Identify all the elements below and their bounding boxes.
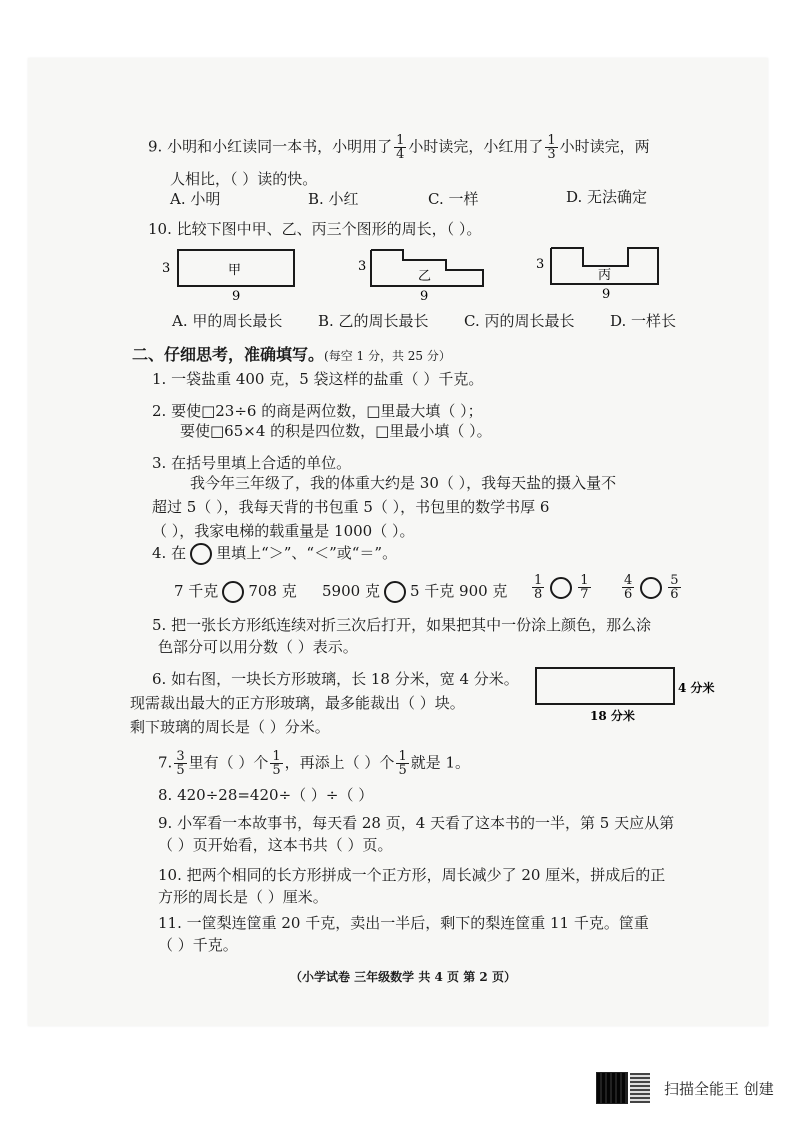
blank-circle: [222, 581, 244, 603]
s2q6-line2: 现需裁出最大的正方形玻璃，最多能裁出（ ）块。: [130, 694, 465, 712]
s2q9-line1: 9. 小军看一本故事书，每天看 28 页，4 天看了这本书的一半，第 5 天应从第: [158, 814, 675, 832]
q10-option-b: B. 乙的周长最长: [318, 312, 429, 330]
s2q7: 7. $\frac{3}{5}$ 里有（ ）个 $\frac{1}{5}$ ，再添上（ ）个 $\frac{1}{5}$ 就是 1。: [158, 749, 471, 778]
s2q5-line1: 5. 把一张长方形纸连续对折三次后打开，如果把其中一份涂上颜色，那么涂: [152, 616, 652, 634]
fig-yi-height: 3: [358, 259, 367, 274]
q9-text-c: 小时读完，两: [559, 137, 650, 156]
glass-width-label: 4 分米: [678, 681, 715, 695]
fig-jia-width: 9: [232, 289, 241, 304]
fig-bing-height: 3: [536, 257, 545, 272]
blank-circle: [384, 581, 406, 603]
q10-option-a: A. 甲的周长最长: [172, 312, 283, 330]
s2q9-line2: （ ）页开始看，这本书共（ ）页。: [158, 836, 393, 854]
fraction: $\frac{1}{5}$: [272, 749, 281, 778]
s2q4-compare1: 7 千克 708 克: [174, 580, 297, 603]
page-footer: （小学试卷 三年级数学 共 4 页 第 2 页）: [290, 970, 516, 984]
glass-length-label: 18 分米: [590, 709, 635, 723]
fig-bing-width: 9: [602, 287, 611, 302]
fig-bing-name: 丙: [598, 268, 612, 283]
q10-figures: [158, 246, 718, 304]
fraction: $\frac{3}{5}$: [176, 749, 185, 778]
fig-jia-name: 甲: [228, 263, 242, 278]
s2q4-compare3: [530, 574, 593, 601]
s2q2-line1: 2. 要使□23÷6 的商是两位数，□里最大填（ ）；: [152, 402, 483, 420]
fraction: $\frac{4}{6}$: [624, 573, 633, 602]
q9-line1: [148, 134, 650, 161]
s2q1: 1. 一袋盐重 400 克，5 袋这样的盐重（ ）千克。: [152, 370, 484, 388]
blank-circle: [190, 543, 212, 565]
s2q2-line2: 要使□65×4 的积是四位数，□里最小填（ ）。: [180, 422, 492, 440]
section2-title: 二、仔细思考，准确填写。: [132, 345, 325, 364]
s2q6-line3: 剩下玻璃的周长是（ ）分米。: [130, 718, 330, 736]
q9-text-a: 9. 小明和小红读同一本书，小明用了: [148, 137, 393, 156]
glass-rect: [536, 668, 674, 704]
q10-option-c: C. 丙的周长最长: [464, 312, 575, 330]
section2-note: (每空 1 分，共 25 分）: [324, 349, 451, 363]
s2q4-compare4: [620, 574, 683, 601]
s2q3-line2: 我今年三年级了，我的体重大约是 30（ ），我每天盐的摄入量不: [190, 474, 617, 492]
s2q6-figure: [534, 666, 734, 726]
blank-circle: [640, 577, 662, 599]
s2q5-line2: 色部分可以用分数（ ）表示。: [158, 638, 358, 656]
fraction: $\frac{5}{6}$: [670, 573, 679, 602]
s2q3-line3: 超过 5（ ），我每天背的书包重 5（ ），书包里的数学书厚 6: [152, 498, 550, 516]
s2q6-line1: 6. 如右图，一块长方形玻璃，长 18 分米，宽 4 分米。: [152, 670, 519, 688]
fraction: $\frac{1}{5}$: [398, 749, 407, 778]
q9-option-a: A. 小明: [170, 190, 221, 208]
s2q8: 8. 420÷28=420÷（ ）÷（ ）: [158, 786, 374, 804]
s2q4-stem: 4. 在 里填上“＞”、“＜”或“＝”。: [152, 542, 397, 565]
q9-option-d: D. 无法确定: [566, 188, 648, 206]
fig-yi-name: 乙: [418, 269, 432, 284]
s2q10-line1: 10. 把两个相同的长方形拼成一个正方形，周长减少了 20 厘米，拼成后的正: [158, 866, 666, 884]
fig-yi-width: 9: [420, 289, 429, 304]
q10-stem: 10. 比较下图中甲、乙、丙三个图形的周长，（ ）。: [148, 220, 482, 238]
fig-jia-height: 3: [162, 261, 171, 276]
fraction: $\frac{1}{4}$: [396, 133, 405, 162]
q9-option-b: B. 小红: [308, 190, 359, 208]
q9-text-b: 小时读完，小红用了: [408, 137, 544, 156]
section2-heading: [132, 344, 451, 367]
s2q3-line4: （ ），我家电梯的载重量是 1000（ ）。: [152, 522, 415, 540]
s2q11-line2: （ ）千克。: [158, 936, 238, 954]
q10-option-d: D. 一样长: [610, 312, 677, 330]
fraction: $\frac{1}{3}$: [547, 133, 556, 162]
s2q3-line1: 3. 在括号里填上合适的单位。: [152, 454, 352, 472]
scanner-label: 扫描全能王 创建: [664, 1079, 774, 1098]
fraction: $\frac{1}{7}$: [580, 573, 589, 602]
q9-line2: 人相比，（ ）读的快。: [170, 170, 318, 188]
scanner-watermark: [596, 1072, 774, 1104]
fraction: $\frac{1}{8}$: [534, 573, 543, 602]
scanner-logo-icon: [630, 1073, 650, 1103]
qr-code-icon: [596, 1072, 628, 1104]
blank-circle: [550, 577, 572, 599]
s2q4-compare2: 5900 克 5 千克 900 克: [322, 580, 507, 603]
q9-option-c: C. 一样: [428, 190, 479, 208]
s2q10-line2: 方形的周长是（ ）厘米。: [158, 888, 328, 906]
s2q11-line1: 11. 一筐梨连筐重 20 千克，卖出一半后，剩下的梨连筐重 11 千克。筐重: [158, 914, 649, 932]
